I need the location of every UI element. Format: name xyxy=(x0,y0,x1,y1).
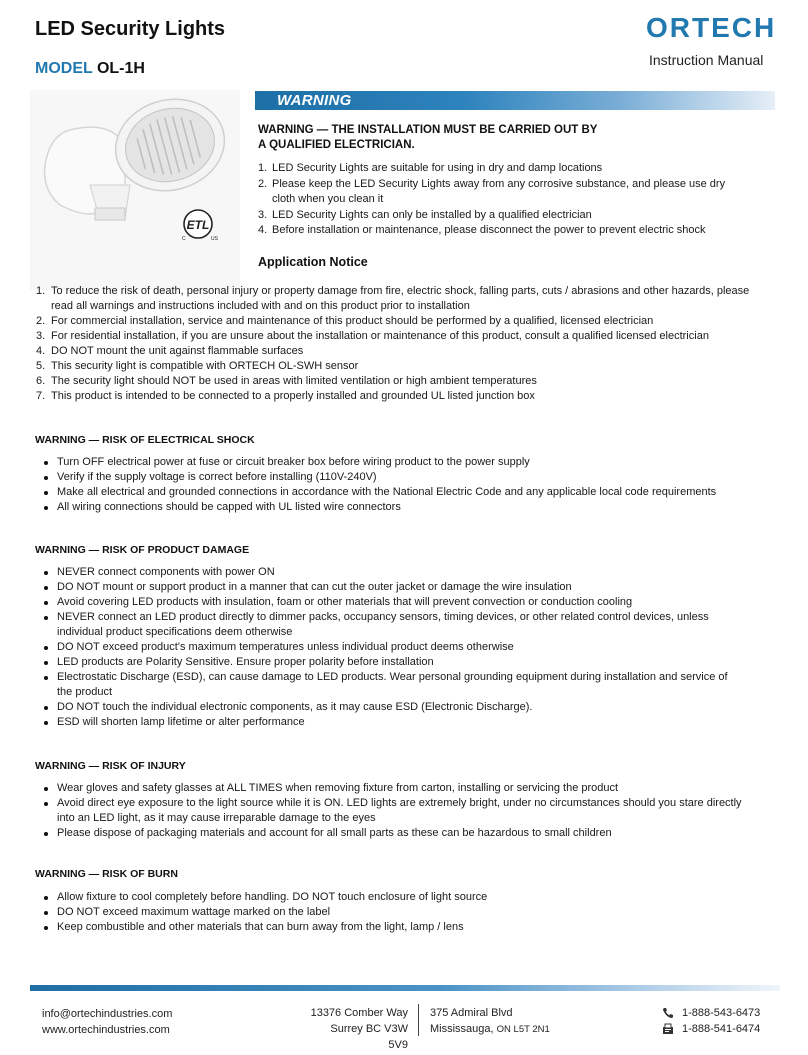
list-item: DO NOT touch the individual electronic components, as it may cause ESD (Electronic Discharge). xyxy=(42,700,742,715)
list-item: 4. DO NOT mount the unit against flammable surfaces xyxy=(36,345,304,357)
list-item: NEVER connect components with power ON xyxy=(42,565,742,580)
list-item: Electrostatic Discharge (ESD), can cause damage to LED products. Wear personal grounding equipment during installation and service of the product xyxy=(42,670,742,700)
svg-text:C: C xyxy=(182,236,186,242)
warning-heading-line1: WARNING — THE INSTALLATION MUST BE CARRIED OUT BY xyxy=(258,124,598,136)
list-item: 2. Please keep the LED Security Lights away from any corrosive substance, and please use dry cloth when you clean it xyxy=(258,177,726,205)
list-item: 1. LED Security Lights are suitable for using in dry and damp locations xyxy=(258,162,603,174)
product-photo xyxy=(30,90,240,290)
list-item: Avoid direct eye exposure to the light source while it is ON. LED lights are extremely bright, under no circumstances should you stare directly into an LED light, as it may cause irreparable damage to the eyes xyxy=(42,796,742,826)
svg-text:ETL: ETL xyxy=(186,218,210,232)
section-title-shock: WARNING — RISK OF ELECTRICAL SHOCK xyxy=(35,434,255,446)
phone-row xyxy=(662,1005,760,1021)
list-item: Avoid covering LED products with insulation, foam or other materials that will prevent convection or conduction cooling xyxy=(42,595,742,610)
list-item: Keep combustible and other materials that can burn away from the light, lamp / lens xyxy=(42,920,742,935)
list-item: Allow fixture to cool completely before handling. DO NOT touch enclosure of light source xyxy=(42,890,742,905)
svg-text:US: US xyxy=(211,236,218,242)
list-item: Turn OFF electrical power at fuse or circuit breaker box before wiring product to the power supply xyxy=(42,455,742,470)
list-item: DO NOT exceed product's maximum temperatures unless individual product deems otherwise xyxy=(42,640,742,655)
list-item: LED products are Polarity Sensitive. Ensure proper polarity before installation xyxy=(42,655,742,670)
warning-heading-line2: A QUALIFIED ELECTRICIAN. xyxy=(258,139,415,151)
application-notice-title: Application Notice xyxy=(258,255,368,269)
phone-number[interactable]: 1-888-543-6473 xyxy=(682,1007,761,1019)
list-item: 4. Before installation or maintenance, please disconnect the power to prevent electric shock xyxy=(258,224,706,236)
logo-text: ORTECH xyxy=(646,12,777,43)
list-item: DO NOT mount or support product in a manner that can cut the outer jacket or damage the wire insulation xyxy=(42,580,742,595)
shock-list xyxy=(42,455,742,515)
list-item: All wiring connections should be capped with UL listed wire connectors xyxy=(42,500,742,515)
application-notice-list xyxy=(36,284,756,404)
list-item: 7. This product is intended to be connected to a properly installed and grounded UL listed junction box xyxy=(36,390,535,402)
list-item: 2. For commercial installation, service and maintenance of this product should be performed by a qualified, licensed electrician xyxy=(36,315,654,327)
document-title: LED Security Lights xyxy=(35,18,226,40)
fax-icon xyxy=(662,1023,674,1035)
warning-banner-label: WARNING xyxy=(277,92,352,109)
damage-list xyxy=(42,565,742,730)
doc-type: Instruction Manual xyxy=(649,52,764,68)
footer-divider xyxy=(30,985,780,991)
injury-list xyxy=(42,781,742,841)
section-title-injury: WARNING — RISK OF INJURY xyxy=(35,760,186,772)
list-item: Verify if the supply voltage is correct before installing (110V-240V) xyxy=(42,470,742,485)
list-item: NEVER connect an LED product directly to dimmer packs, occupancy sensors, timing devices, or other related control devices, unless individual product specifications deem otherwise xyxy=(42,610,742,640)
list-item: 3. LED Security Lights can only be installed by a qualified electrician xyxy=(258,208,592,221)
section-title-burn: WARNING — RISK OF BURN xyxy=(35,868,178,880)
section-title-damage: WARNING — RISK OF PRODUCT DAMAGE xyxy=(35,544,250,556)
phone-icon xyxy=(662,1007,674,1019)
list-item: 1. To reduce the risk of death, personal injury or property damage from fire, electric shock, falling parts, cuts / abrasions and other hazards, please read all warnings and instructions included with and on this product prior to installation xyxy=(36,285,750,312)
fax-row xyxy=(662,1021,760,1037)
list-item: 5. This security light is compatible with ORTECH OL-SWH sensor xyxy=(36,360,359,372)
website-link[interactable]: www.ortechindustries.com xyxy=(42,1024,170,1036)
warning-heading xyxy=(258,123,658,153)
list-item: Wear gloves and safety glasses at ALL TIMES when removing fixture from carton, installing or servicing the product xyxy=(42,781,742,796)
warning-list xyxy=(258,161,738,239)
list-item-continued: ESD will shorten lamp lifetime or alter performance xyxy=(42,715,742,730)
footer-address-east: 375 Admiral Blvd Mississauga, ON L5T 2N1 xyxy=(430,1007,550,1035)
email-link[interactable]: info@ortechindustries.com xyxy=(42,1008,173,1020)
list-item: DO NOT exceed maximum wattage marked on the label xyxy=(42,905,742,920)
burn-list xyxy=(42,890,742,935)
model-prefix: MODEL xyxy=(35,60,93,77)
list-item: Make all electrical and grounded connections in accordance with the National Electric Code and any applicable local code requirements xyxy=(42,485,742,500)
footer-contact xyxy=(42,1006,172,1038)
footer-phones xyxy=(662,1005,760,1037)
list-item: 3. For residential installation, if you are unsure about the installation or maintenance of this product, consult a qualified licensed electrician xyxy=(36,330,709,342)
model-number: OL-1H xyxy=(96,60,145,77)
footer-address-west: 13376 Comber Way Surrey BC V3W 5V9 xyxy=(310,1007,408,1051)
model-label xyxy=(35,60,145,78)
fax-number[interactable]: 1-888-541-6474 xyxy=(682,1023,761,1035)
address-divider xyxy=(418,1004,419,1036)
ortech-logo xyxy=(646,12,778,44)
warning-banner xyxy=(255,91,775,110)
list-item: 6. The security light should NOT be used in areas with limited ventilation or high ambient temperatures xyxy=(36,375,537,387)
list-item: Please dispose of packaging materials and account for all small parts as these can be hazardous to small children xyxy=(42,826,742,841)
